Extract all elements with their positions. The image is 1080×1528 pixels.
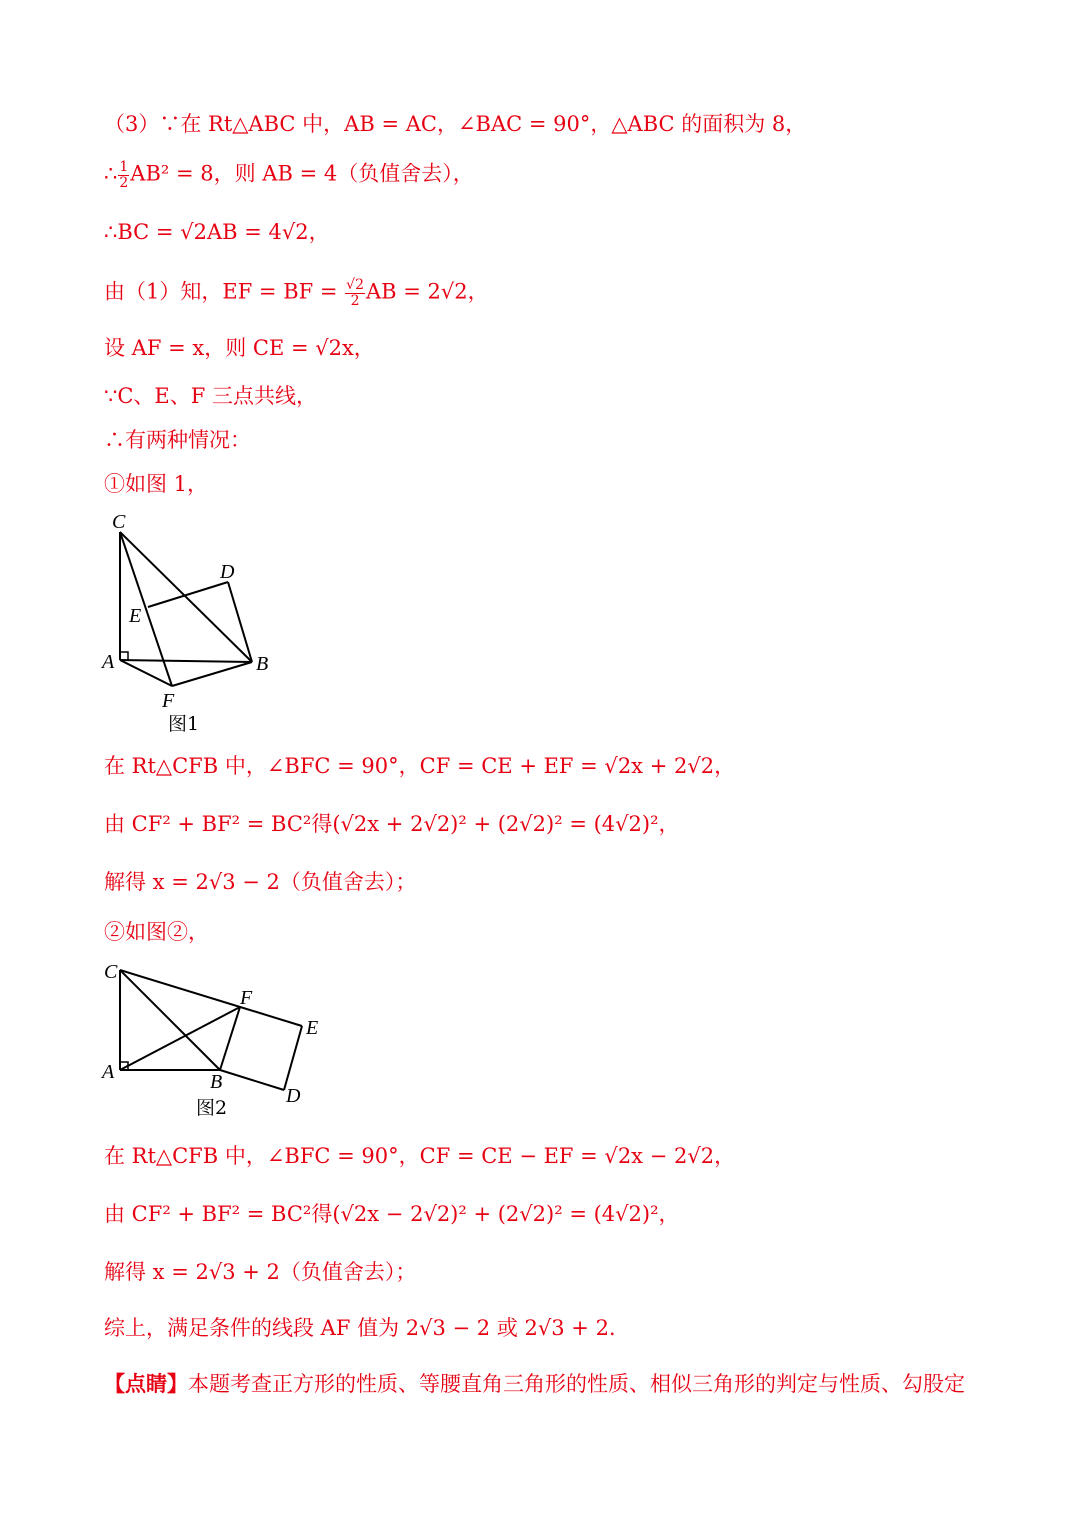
figure-1-caption: 图1 [168,713,200,735]
line-11: 解得 x = 2√3 − 2（负值舍去）； [104,870,417,894]
right-angle-mark-A [120,652,128,660]
segment-AB [120,660,252,662]
label-E: E [306,1017,319,1039]
label-F: F [240,987,253,1009]
line-15: 解得 x = 2√3 + 2（负值舍去）； [104,1260,417,1284]
label-F: F [162,690,175,712]
label-C: C [112,511,126,533]
label-B: B [210,1071,223,1093]
fraction-numerator: √2 [346,277,364,293]
segment-BD [220,1070,284,1090]
segment-DE [284,1026,302,1090]
commentary-note [104,1368,965,1398]
line-4 [104,278,489,308]
figure-2-caption: 图2 [196,1097,228,1119]
line-13: 在 Rt△CFB 中，∠BFC = 90°，CF = CE − EF = √2x − 2√2， [104,1144,736,1168]
fraction-half [118,160,129,190]
line-6: ∵C、E、F 三点共线， [104,384,318,408]
label-D: D [220,561,235,583]
line-12: ②如图②， [104,920,209,944]
label-B: B [256,653,269,675]
figure-2-diagram [96,954,336,1124]
label-A: A [102,651,115,673]
fraction-denominator: 2 [119,174,129,191]
line-2-rest: AB² = 8，则 AB = 4（负值舍去）， [130,161,474,186]
therefore-symbol: ∴ [104,161,118,186]
line-10: 由 CF² + BF² = BC²得(√2x + 2√2)² + (2√2)² = (4√2)²， [104,812,680,836]
segment-DE [148,582,228,607]
line-9: 在 Rt△CFB 中，∠BFC = 90°，CF = CE + EF = √2x + 2√2， [104,754,736,778]
figure-1-diagram [96,502,296,742]
line-4-rest: AB = 2√2， [366,279,489,304]
label-A: A [102,1061,115,1083]
label-E: E [129,605,142,627]
label-C: C [104,961,118,983]
line-5: 设 AF = x，则 CE = √2x， [104,336,375,360]
label-D: D [286,1085,301,1107]
segment-FB [172,662,252,686]
line-4-lead: 由（1）知，EF = BF = [104,279,345,304]
line-16: 综上，满足条件的线段 AF 值为 2√3 − 2 或 2√3 + 2. [104,1316,616,1340]
fraction-denominator: 2 [350,292,360,309]
line-3: ∴BC = √2AB = 4√2， [104,220,330,244]
fraction-numerator: 1 [119,159,129,175]
fraction-sqrt2-over-2 [345,278,365,308]
line-7: ∴有两种情况： [104,428,251,452]
note-label: 【点睛】 [104,1371,188,1396]
note-text: 本题考查正方形的性质、等腰直角三角形的性质、相似三角形的判定与性质、勾股定 [188,1372,965,1396]
line-1: （3）∵在 Rt△ABC 中，AB = AC，∠BAC = 90°，△ABC 的面积为 8， [104,112,807,136]
line-8: ①如图 1， [104,472,209,496]
line-2 [104,160,474,190]
line-14: 由 CF² + BF² = BC²得(√2x − 2√2)² + (2√2)² = (4√2)²， [104,1202,680,1226]
